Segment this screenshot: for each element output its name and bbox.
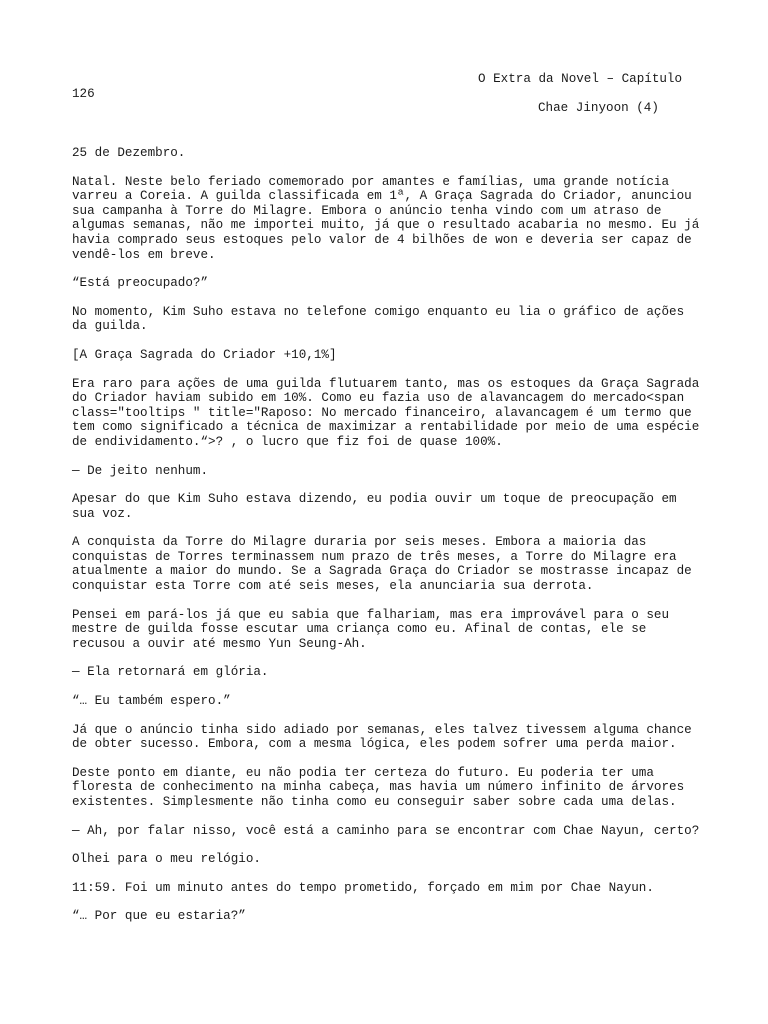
paragraph: — De jeito nenhum. xyxy=(72,463,209,478)
paragraph: Olhei para o meu relógio. xyxy=(72,852,261,867)
paragraph: Natal. Neste belo feriado comemorado por amantes e famílias, uma grande notícia varreu a Coreia. A guilda classificada em 1ª, A Graça Sagrada do Criador, anunciou sua campanha à Torre do Milagre. Embora o anúncio tenha vindo com um atraso de algumas semanas, não me importei muito, já que o resultado acabaria no mesmo. Eu já havia comprado seus estoques pelo valor de 4 bilhões de won e deveria ser capaz de vendê-los em breve. xyxy=(72,174,700,262)
chapter-number: 126 xyxy=(72,87,95,101)
paragraph: Era raro para ações de uma guilda flutuarem tanto, mas os estoques da Graça Sagrada do Criador haviam subido em 10%. Como eu fazia uso de alavancagem do mercado<span class="tooltips " title="Raposo: No mercado financeiro, alavancagem é um termo que tem como significado a técnica de maximizar a rentabilidade por meio de uma espécie de endividamento.“>? , o lucro que fiz foi de quase 100%. xyxy=(72,376,700,449)
paragraph: — Ah, por falar nisso, você está a caminho para se encontrar com Chae Nayun, certo? xyxy=(72,823,700,838)
paragraph: 11:59. Foi um minuto antes do tempo prometido, forçado em mim por Chae Nayun. xyxy=(72,880,654,895)
chapter-subtitle: Chae Jinyoon (4) xyxy=(538,101,659,115)
paragraph: — Ela retornará em glória. xyxy=(72,665,269,680)
paragraph: “Está preocupado?” xyxy=(72,276,209,291)
paragraph: “… Por que eu estaria?” xyxy=(72,909,246,924)
paragraph: A conquista da Torre do Milagre duraria por seis meses. Embora a maioria das conquistas de Torres terminassem num prazo de três meses, a Torre do Milagre era atualmente a maior do mundo. Se a Sagrada Graça do Criador se mostrasse incapaz de conquistar esta Torre com até seis meses, ela anunciaria sua derrota. xyxy=(72,535,692,594)
chapter-title: O Extra da Novel – Capítulo xyxy=(478,72,683,86)
paragraph: “… Eu também espero.” xyxy=(72,694,231,709)
document-body xyxy=(72,146,712,938)
paragraph: 25 de Dezembro. xyxy=(72,146,186,160)
paragraph: Pensei em pará-los já que eu sabia que falhariam, mas era improvável para o seu mestre de guilda fosse escutar uma criança como eu. Afinal de contas, ele se recusou a ouvir até mesmo Yun Seung-Ah. xyxy=(72,607,670,651)
paragraph: No momento, Kim Suho estava no telefone comigo enquanto eu lia o gráfico de ações da guilda. xyxy=(72,304,685,334)
paragraph: Deste ponto em diante, eu não podia ter certeza do futuro. Eu poderia ter uma floresta de conhecimento na minha cabeça, mas havia um número infinito de árvores existentes. Simplesmente não tinha como eu conseguir saber sobre cada uma delas. xyxy=(72,765,685,809)
paragraph: Já que o anúncio tinha sido adiado por semanas, eles talvez tivessem alguma chance de obter sucesso. Embora, com a mesma lógica, eles podem sofrer uma perda maior. xyxy=(72,722,692,752)
paragraph: [A Graça Sagrada do Criador +10,1%] xyxy=(72,347,337,362)
paragraph: Apesar do que Kim Suho estava dizendo, eu podia ouvir um toque de preocupação em sua voz. xyxy=(72,492,677,521)
